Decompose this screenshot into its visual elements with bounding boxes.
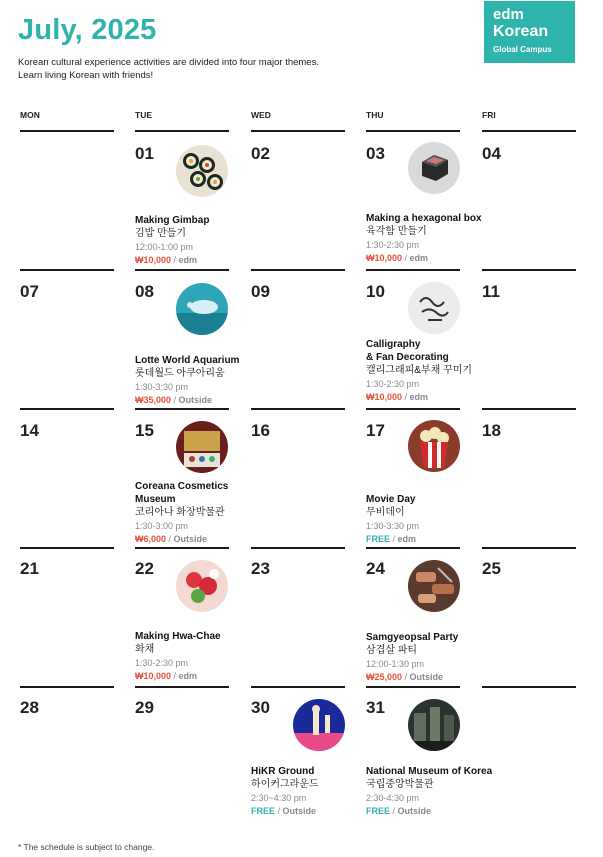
day-number: 15 [135, 421, 154, 440]
event-samgyeopsal-party[interactable] [366, 631, 484, 684]
event-hexagonal-box[interactable] [366, 212, 501, 265]
event-separator: / [402, 672, 410, 682]
weekday-wed: WED [251, 110, 271, 120]
event-place: Outside [173, 534, 208, 544]
calendar-row-rule [366, 269, 460, 271]
event-separator: / [171, 671, 179, 681]
day-number: 30 [251, 698, 270, 717]
logo-line-3: Global Campus [493, 45, 552, 54]
event-separator: / [275, 806, 283, 816]
calendar-row-rule [135, 408, 229, 410]
event-price: ₩25,000 [366, 672, 403, 682]
event-title-en-line2: & Fan Decorating [366, 352, 449, 363]
day-number: 31 [366, 698, 385, 717]
day-number: 16 [251, 421, 270, 440]
logo-line-2: Korean [493, 23, 549, 40]
calendar-row-rule [135, 547, 229, 549]
calendar-row-rule [251, 130, 345, 132]
day-number: 10 [366, 282, 385, 301]
weekday-fri: FRI [482, 110, 496, 120]
day-number: 07 [20, 282, 39, 301]
event-title-ko: 롯데월드 아쿠아리움 [135, 368, 225, 379]
event-place: Outside [282, 806, 317, 816]
calligraphy-icon [408, 282, 460, 334]
day-number: 22 [135, 559, 154, 578]
calendar-row-rule [482, 547, 576, 549]
day-number: 09 [251, 282, 270, 301]
event-place: Outside [397, 806, 432, 816]
day-number: 01 [135, 144, 154, 163]
edm-korean-logo [484, 1, 575, 63]
event-separator: / [390, 534, 398, 544]
event-time: 1:30-3:30 pm [366, 521, 420, 531]
calendar-row-rule [20, 130, 114, 132]
day-number: 24 [366, 559, 385, 578]
event-title-en: Movie Day [366, 494, 416, 505]
event-hikr-ground[interactable] [251, 765, 369, 818]
day-number: 08 [135, 282, 154, 301]
day-number: 21 [20, 559, 39, 578]
event-time: 1:30-3:30 pm [135, 382, 189, 392]
event-coreana-museum[interactable] [135, 480, 253, 546]
hwachae-icon [176, 560, 228, 612]
calendar-row-rule [135, 686, 229, 688]
event-title-ko: 하이커그라운드 [251, 779, 319, 790]
day-number: 04 [482, 144, 501, 163]
calendar-row-rule [135, 269, 229, 271]
museum-icon [176, 421, 228, 473]
calendar-row-rule [482, 269, 576, 271]
calendar-row-rule [482, 130, 576, 132]
day-number: 11 [482, 282, 500, 301]
day-number: 14 [20, 421, 39, 440]
weekday-tue: TUE [135, 110, 152, 120]
event-calligraphy[interactable] [366, 338, 484, 404]
footnote: * The schedule is subject to change. [18, 842, 155, 852]
event-title-en: Making Gimbap [135, 215, 210, 226]
event-title-ko: 무비데이 [366, 507, 405, 518]
event-price: ₩10,000 [135, 255, 172, 265]
event-title-en-line1: Coreana Cosmetics [135, 481, 229, 492]
hikr-ground-icon [293, 699, 345, 751]
event-movie-day[interactable] [366, 493, 484, 546]
national-museum-icon [408, 699, 460, 751]
calendar-row-rule [251, 408, 345, 410]
event-making-hwachae[interactable] [135, 630, 253, 683]
event-place: edm [178, 671, 198, 681]
calendar-row-rule [366, 547, 460, 549]
event-place: Outside [178, 395, 213, 405]
event-price: ₩10,000 [366, 253, 403, 263]
weekday-mon: MON [20, 110, 40, 120]
day-number: 17 [366, 421, 385, 440]
calendar-row-rule [482, 408, 576, 410]
calendar-row-rule [20, 408, 114, 410]
event-time: 12:00-1:30 pm [366, 659, 425, 669]
event-price: ₩6,000 [135, 534, 167, 544]
event-separator: / [171, 395, 179, 405]
event-separator: / [402, 392, 410, 402]
event-time: 2:30-4:30 pm [366, 793, 420, 803]
calendar-row-rule [251, 269, 345, 271]
event-title-en: Making Hwa-Chae [135, 631, 221, 642]
event-separator: / [171, 255, 179, 265]
calendar-row-rule [251, 547, 345, 549]
event-price: FREE [251, 806, 276, 816]
aquarium-icon [176, 283, 228, 335]
calendar-row-rule [20, 269, 114, 271]
day-number: 25 [482, 559, 501, 578]
event-price: FREE [366, 806, 391, 816]
event-price: ₩35,000 [135, 395, 172, 405]
event-separator: / [166, 534, 174, 544]
event-title-en: National Museum of Korea [366, 766, 493, 777]
event-lotte-world-aquarium[interactable] [135, 354, 253, 407]
calendar-row-rule [20, 547, 114, 549]
event-place: edm [178, 255, 198, 265]
event-title-ko: 화채 [135, 644, 155, 655]
event-time: 12:00-1:00 pm [135, 242, 194, 252]
logo-line-1: edm [493, 6, 524, 23]
event-place: Outside [409, 672, 444, 682]
subtitle-line-1: Korean cultural experience activities are divided into four major themes. [18, 57, 319, 68]
event-time: 1:30-2:30 pm [366, 240, 420, 250]
day-number: 29 [135, 698, 154, 717]
event-title-en-line1: Calligraphy [366, 339, 421, 350]
event-title-ko: 육각함 만들기 [366, 226, 427, 237]
subtitle-line-2: Learn living Korean with friends! [18, 70, 154, 81]
day-number: 23 [251, 559, 270, 578]
event-price: ₩10,000 [135, 671, 172, 681]
event-place: edm [409, 253, 429, 263]
page-title: July, 2025 [18, 14, 157, 46]
calendar-row-rule [20, 686, 114, 688]
event-title-en-line2: Museum [135, 494, 176, 505]
gimbap-icon [176, 145, 228, 197]
event-time: 1:30-3:00 pm [135, 521, 189, 531]
event-price: FREE [366, 534, 391, 544]
event-time: 1:30-2:30 pm [135, 658, 189, 668]
event-title-en: HiKR Ground [251, 766, 315, 777]
day-number: 18 [482, 421, 501, 440]
event-national-museum[interactable] [366, 765, 506, 818]
event-time: 2:30~4:30 pm [251, 793, 307, 803]
event-making-gimbap[interactable] [135, 214, 253, 267]
calendar-row-rule [251, 686, 345, 688]
event-title-en: Making a hexagonal box [366, 213, 482, 224]
page-subtitle [18, 56, 378, 82]
calendar-row-rule [482, 686, 576, 688]
day-number: 02 [251, 144, 270, 163]
day-number: 28 [20, 698, 39, 717]
day-number: 03 [366, 144, 385, 163]
event-title-ko: 코리아나 화장박물관 [135, 507, 225, 518]
event-place: edm [397, 534, 417, 544]
calendar-row-rule [366, 130, 460, 132]
event-title-ko: 국립중앙박물관 [366, 779, 434, 790]
event-title-ko: 삼겹살 파티 [366, 645, 418, 656]
event-price: ₩10,000 [366, 392, 403, 402]
samgyeopsal-icon [408, 560, 460, 612]
event-separator: / [390, 806, 398, 816]
event-title-ko: 김밥 만들기 [135, 228, 187, 239]
calendar-row-rule [135, 130, 229, 132]
event-title-en: Samgyeopsal Party [366, 632, 459, 643]
hexagonal-box-icon [408, 142, 460, 194]
calendar-row-rule [366, 408, 460, 410]
event-place: edm [409, 392, 429, 402]
weekday-thu: THU [366, 110, 384, 120]
event-title-ko: 캘리그래피&부채 꾸미기 [366, 365, 473, 376]
event-time: 1:30-2:30 pm [366, 379, 420, 389]
popcorn-icon [408, 420, 460, 472]
event-separator: / [402, 253, 410, 263]
event-title-en: Lotte World Aquarium [135, 355, 240, 366]
calendar-row-rule [366, 686, 460, 688]
